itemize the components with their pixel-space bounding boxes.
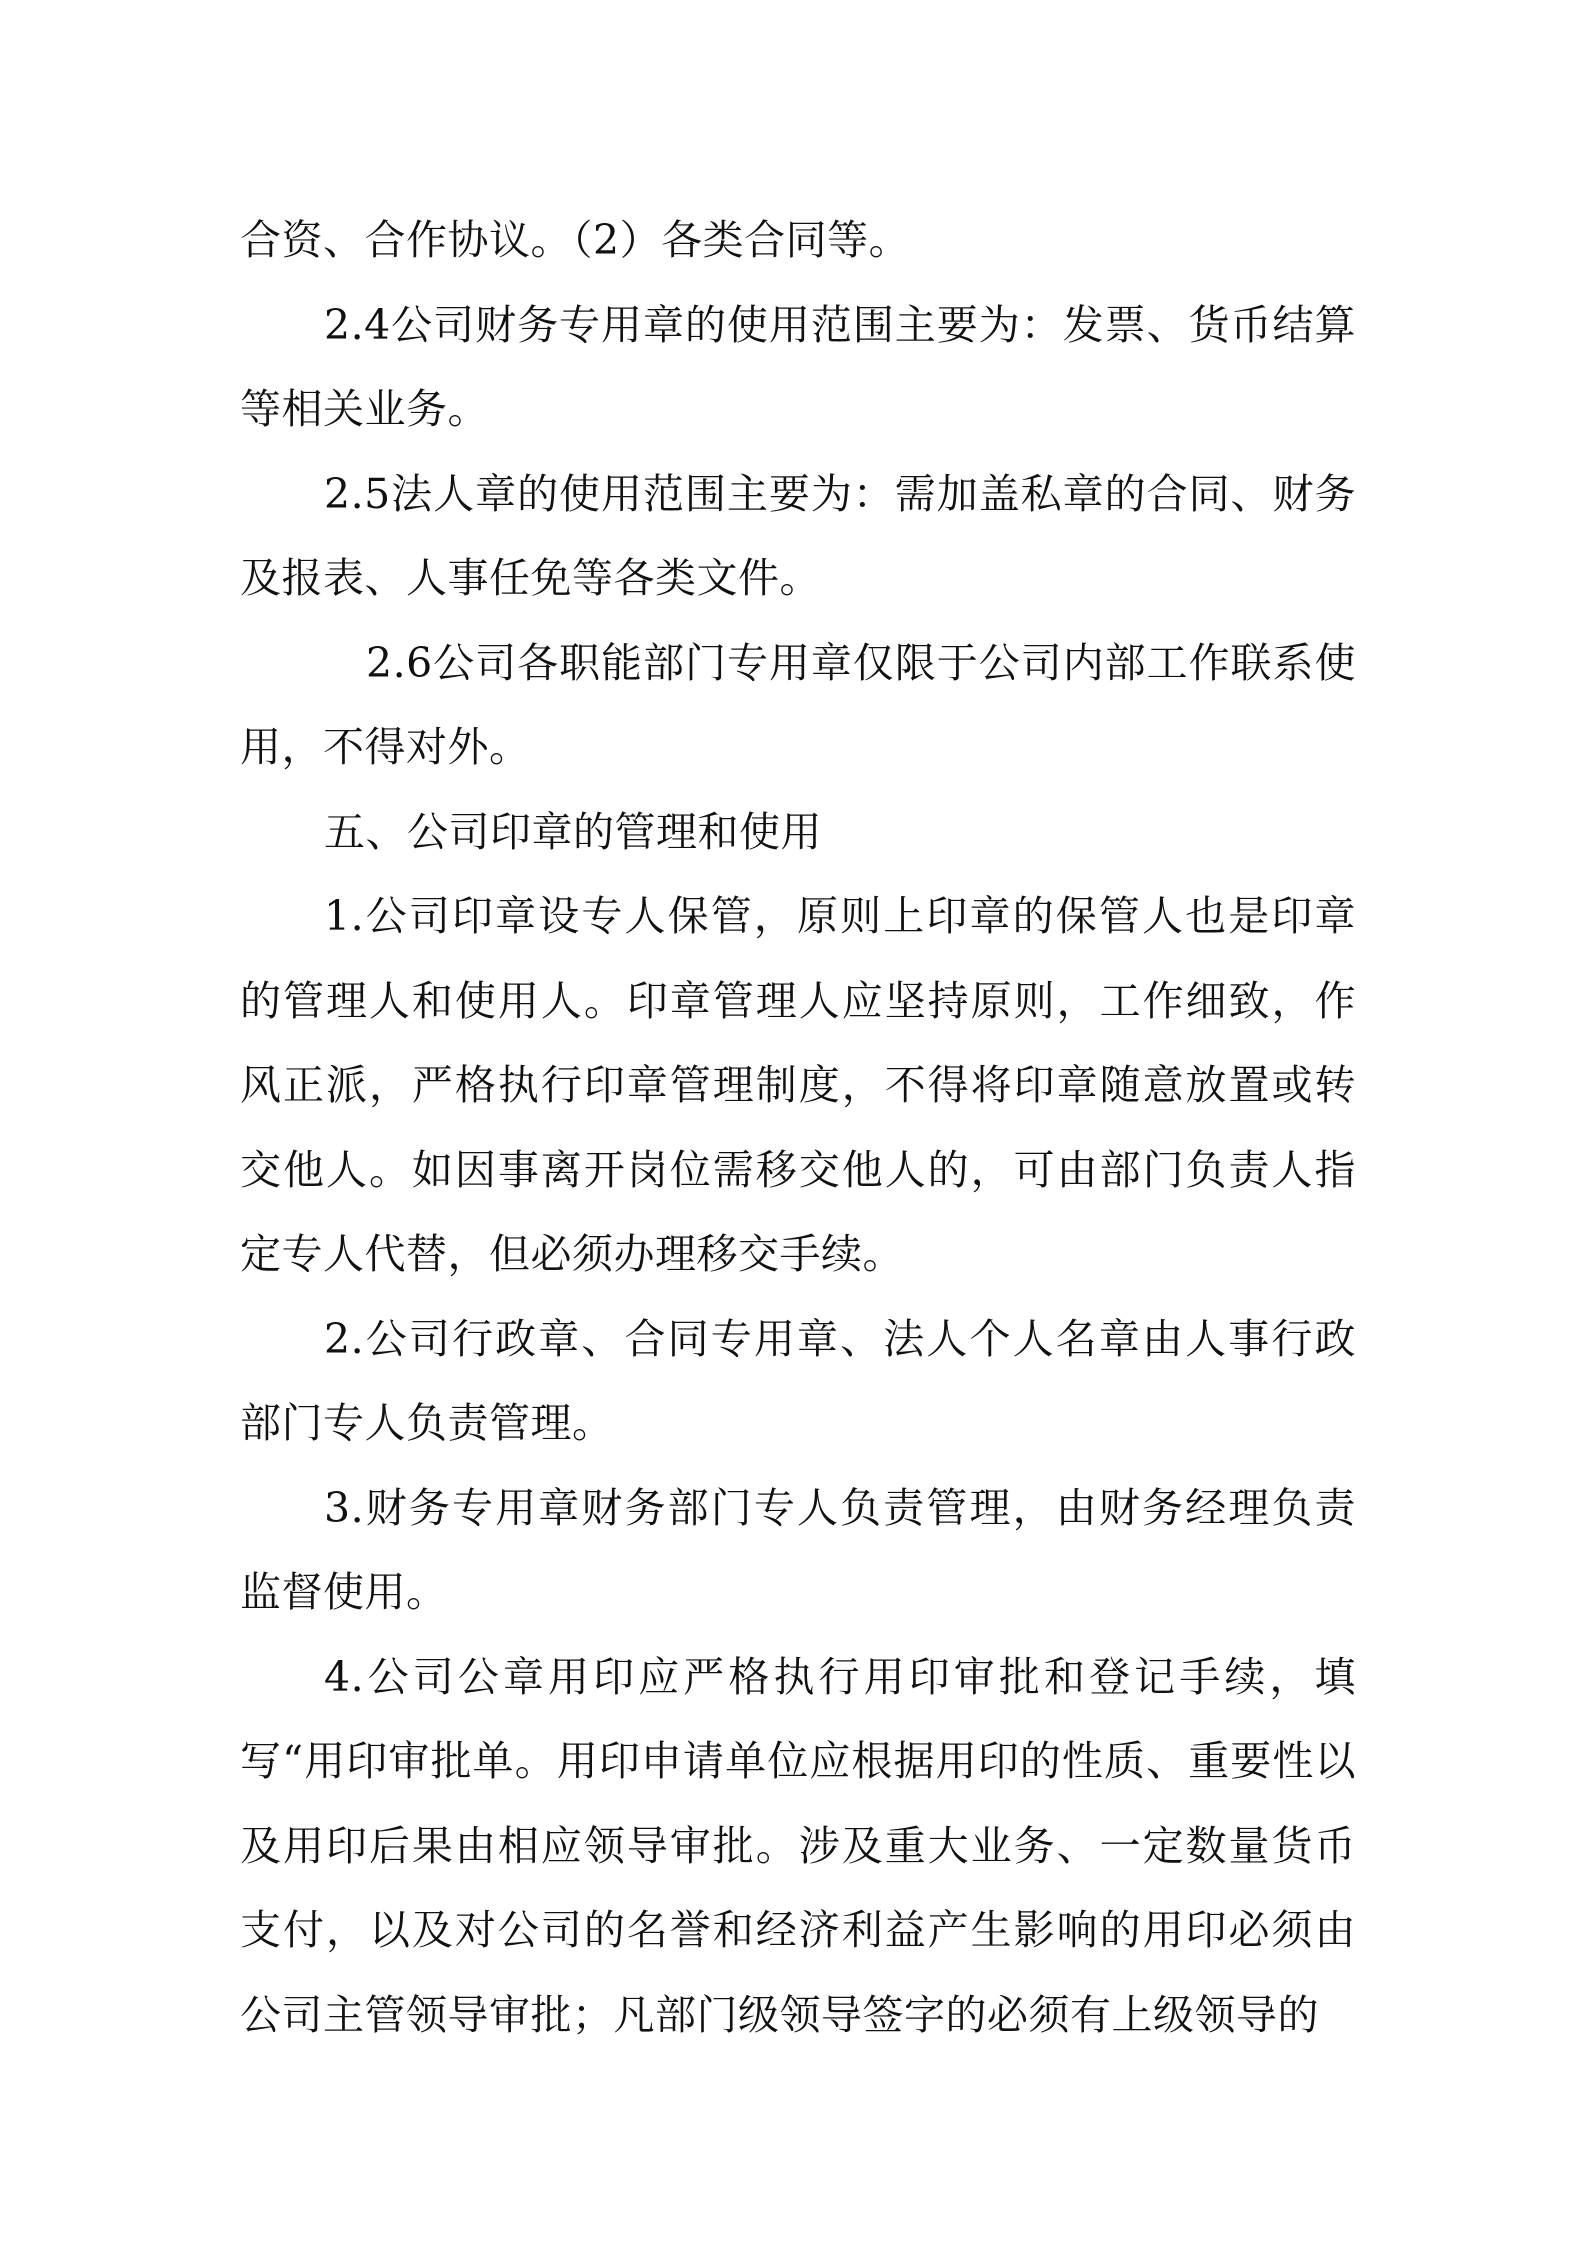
document-body — [240, 198, 1356, 2057]
paragraph-5-4-approval: 4.公司公章用印应严格执行用印审批和登记手续，填写“用印审批单。用印申请单位应根据用印的性质、重要性以及用印后果由相应领导审批。涉及重大业务、一定数量货币支付，以及对公司的名誉和经济利益产生影响的用印必须由公司主管领导审批；凡部门级领导签字的必须有上级领导的 — [240, 1652, 1356, 2039]
paragraph-2-6-department-seal: 2.6公司各职能部门专用章仅限于公司内部工作联系使用，不得对外。 — [240, 638, 1356, 771]
paragraph-5-1-custody: 1.公司印章设专人保管，原则上印章的保管人也是印章的管理人和使用人。印章管理人应坚持原则，工作细致，作风正派，严格执行印章管理制度，不得将印章随意放置或转交他人。如因事离开岗位需移交他人的，可由部门负责人指定专人代替，但必须办理移交手续。 — [240, 892, 1356, 1278]
paragraph-5-3-finance-management: 3.财务专用章财务部门专人负责管理，由财务经理负责监督使用。 — [240, 1483, 1356, 1616]
paragraph-5-2-admin-management: 2.公司行政章、合同专用章、法人个人名章由人事行政部门专人负责管理。 — [240, 1314, 1356, 1447]
paragraph-2-4-finance-seal: 2.4公司财务专用章的使用范围主要为：发票、货币结算等相关业务。 — [240, 300, 1356, 433]
section-heading-5: 五、公司印章的管理和使用 — [324, 807, 822, 856]
paragraph-2-5-legal-person-seal: 2.5法人章的使用范围主要为：需加盖私章的合同、财务及报表、人事任免等各类文件。 — [240, 469, 1356, 602]
paragraph-contract-scope-continued: 合资、合作协议。（2）各类合同等。 — [240, 216, 911, 264]
